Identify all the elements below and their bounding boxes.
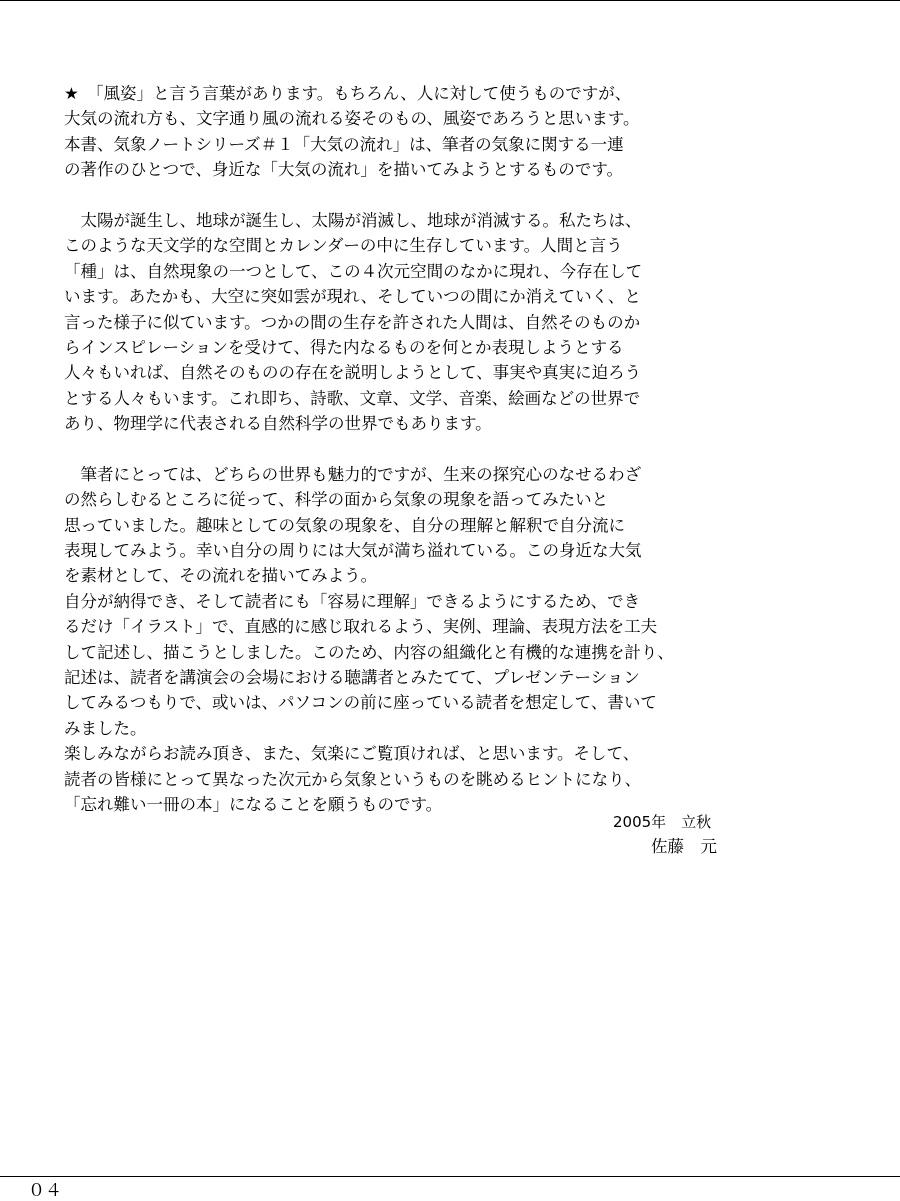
text-line: るだけ「イラスト」で、直感的に感じ取れるよう、実例、理論、表現方法を工夫: [64, 617, 658, 637]
page-number: ０４: [28, 1181, 62, 1201]
text-line: の著作のひとつで、身近な「大気の流れ」を描いてみようとするものです。: [64, 160, 624, 180]
text-line: みました。: [64, 718, 147, 738]
text-line: 大気の流れ方も、文字通り風の流れる姿そのもの、風姿であろうと思います。: [64, 109, 640, 129]
text-line: あり、物理学に代表される自然科学の世界でもあります。: [64, 414, 492, 434]
paragraph-1: [64, 81, 884, 183]
paragraph-2: [64, 208, 884, 437]
text-line: とする人々もいます。これ即ち、詩歌、文章、文学、音楽、絵画などの世界で: [64, 388, 641, 408]
bottom-rule: [0, 1176, 900, 1177]
paragraph-gap: [64, 183, 884, 208]
text-line: らインスピレーションを受けて、得た内なるものを何とか表現しようとする: [64, 337, 624, 357]
text-line: を素材として、その流れを描いてみよう。: [64, 566, 378, 586]
top-rule: [0, 0, 900, 1]
text-line: 人々もいれば、自然そのものの存在を説明しようとして、事実や真実に迫ろう: [64, 363, 642, 383]
text-line: 思っていました。趣味としての気象の現象を、自分の理解と解釈で自分流に: [64, 515, 625, 535]
paragraph-gap: [64, 436, 884, 461]
text-line: 記述は、読者を講演会の会場における聴講者とみたてて、プレゼンテーション: [64, 667, 640, 687]
signature-date: 2005年 立秋: [613, 813, 712, 831]
text-line: 楽しみながらお読み頂き、また、気楽にご覧頂ければ、と思います。そして、: [64, 744, 640, 764]
text-line: 「種」は、自然現象の一つとして、この４次元空間のなかに現れ、今存在して: [64, 261, 643, 281]
text-line: 「忘れ難い一冊の本」になることを願うものです。: [64, 794, 443, 814]
text-line: います。あたかも、大空に突如雲が現れ、そしていつの間にか消えていく、と: [64, 287, 641, 307]
text-line: 太陽が誕生し、地球が誕生し、太陽が消滅し、地球が消滅する。私たちは、: [64, 210, 642, 230]
preface-body: [64, 81, 884, 817]
text-line: 表現してみよう。幸い自分の周りには大気が満ち溢れている。この身近な大気: [64, 541, 642, 561]
text-line: 読者の皆様にとって異なった次元から気象というものを眺めるヒントになり、: [64, 769, 642, 789]
author-name: 佐藤 元: [651, 837, 717, 856]
text-line: 自分が納得でき、そして読者にも「容易に理解」できるようにするため、でき: [64, 591, 641, 611]
paragraph-3: [64, 462, 884, 817]
text-line: して記述し、描こうとしました。このため、内容の組織化と有機的な連携を計り、: [64, 642, 674, 662]
text-line: の然らしむるところに従って、科学の面から気象の現象を語ってみたいと: [64, 490, 609, 510]
text-line: 本書、気象ノートシリーズ＃１「大気の流れ」は、筆者の気象に関する一連: [64, 134, 624, 154]
text-line: してみるつもりで、或いは、パソコンの前に座っている読者を想定して、書いて: [64, 693, 657, 713]
text-line: ★ 「風姿」と言う言葉があります。もちろん、人に対して使うものですが、: [64, 84, 632, 103]
text-line: 筆者にとっては、どちらの世界も魅力的ですが、生来の探究心のなせるわざ: [64, 464, 642, 484]
text-line: 言った様子に似ています。つかの間の生存を許された人間は、自然そのものか: [64, 312, 641, 332]
text-line: このような天文学的な空間とカレンダーの中に生存しています。人間と言う: [64, 236, 623, 256]
